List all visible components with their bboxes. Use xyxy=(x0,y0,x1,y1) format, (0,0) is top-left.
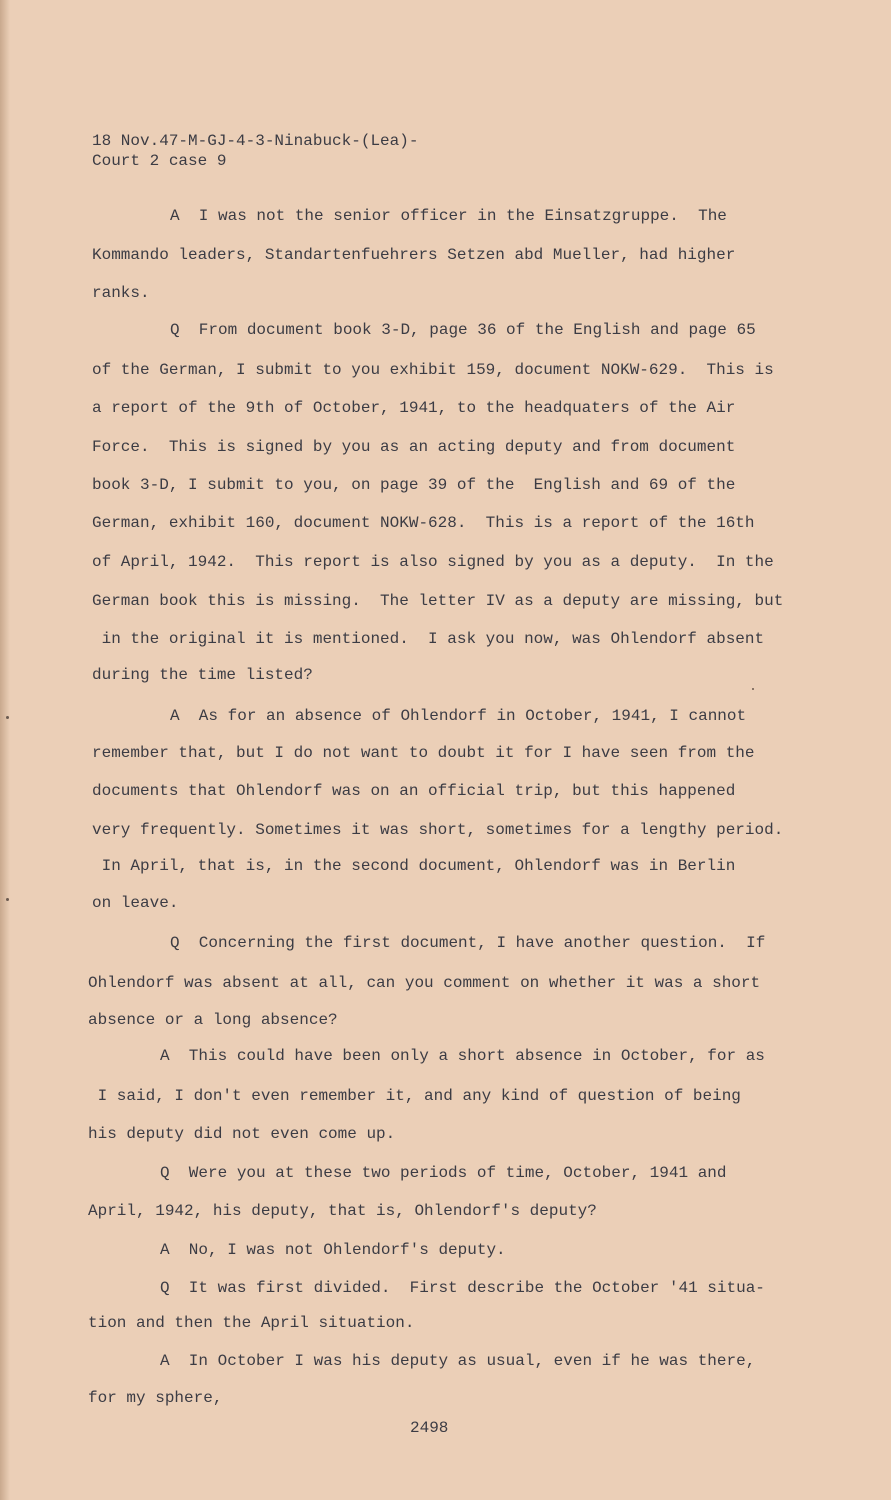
transcript-line: on leave. xyxy=(92,894,179,912)
transcript-line: in the original it is mentioned. I ask you now, was Ohlendorf absent xyxy=(92,630,765,648)
transcript-line: Kommando leaders, Standartenfuehrers Setzen abd Mueller, had higher xyxy=(92,246,736,264)
transcript-line: very frequently. Sometimes it was short, sometimes for a lengthy period. xyxy=(92,821,784,839)
transcript-line: Q From document book 3-D, page 36 of the English and page 65 xyxy=(170,321,756,339)
transcript-line: In April, that is, in the second document, Ohlendorf was in Berlin xyxy=(92,857,736,875)
transcript-line: German, exhibit 160, document NOKW-628. This is a report of the 16th xyxy=(92,514,755,532)
transcript-line: April, 1942, his deputy, that is, Ohlendorf's deputy? xyxy=(88,1202,597,1220)
transcript-line: I said, I don't even remember it, and any kind of question of being xyxy=(88,1087,741,1105)
transcript-line: his deputy did not even come up. xyxy=(88,1125,396,1143)
transcript-line: Q Concerning the first document, I have another question. If xyxy=(170,934,766,952)
page-number: 2498 xyxy=(410,1419,449,1437)
transcript-line: of April, 1942. This report is also signed by you as a deputy. In the xyxy=(92,553,774,571)
header-reference-line: 18 Nov.47-M-GJ-4-3-Ninabuck-(Lea)- xyxy=(92,132,419,150)
page-edge-shadow xyxy=(0,0,10,1500)
transcript-line: A As for an absence of Ohlendorf in October, 1941, I cannot xyxy=(170,707,747,725)
transcript-line: during the time listed? xyxy=(92,666,313,684)
transcript-line: ranks. xyxy=(92,284,150,302)
paper-speck xyxy=(752,688,754,690)
document-header xyxy=(92,131,418,171)
paper-speck xyxy=(6,898,9,901)
transcript-line: of the German, I submit to you exhibit 159, document NOKW-629. This is xyxy=(92,361,774,379)
transcript-line: Q It was first divided. First describe the October '41 situa- xyxy=(160,1279,765,1297)
transcript-line: documents that Ohlendorf was on an official trip, but this happened xyxy=(92,782,736,800)
transcript-line: Ohlendorf was absent at all, can you comment on whether it was a short xyxy=(88,974,761,992)
transcript-line: A I was not the senior officer in the Einsatzgruppe. The xyxy=(170,207,727,225)
transcript-line: A This could have been only a short absence in October, for as xyxy=(160,1047,765,1065)
paper-speck xyxy=(6,716,9,719)
transcript-line: A No, I was not Ohlendorf's deputy. xyxy=(160,1241,506,1259)
transcript-line: Q Were you at these two periods of time, October, 1941 and xyxy=(160,1164,727,1182)
transcript-line: tion and then the April situation. xyxy=(88,1314,415,1332)
header-court-line: Court 2 case 9 xyxy=(92,152,227,170)
transcript-line: absence or a long absence? xyxy=(88,1011,338,1029)
transcript-line: Force. This is signed by you as an acting deputy and from document xyxy=(92,438,736,456)
transcript-line: remember that, but I do not want to doubt it for I have seen from the xyxy=(92,744,755,762)
transcript-line: A In October I was his deputy as usual, even if he was there, xyxy=(160,1352,756,1370)
transcript-line: German book this is missing. The letter IV as a deputy are missing, but xyxy=(92,592,784,610)
transcript-line: for my sphere, xyxy=(88,1389,223,1407)
transcript-line: a report of the 9th of October, 1941, to the headquaters of the Air xyxy=(92,399,736,417)
transcript-line: book 3-D, I submit to you, on page 39 of the English and 69 of the xyxy=(92,476,736,494)
